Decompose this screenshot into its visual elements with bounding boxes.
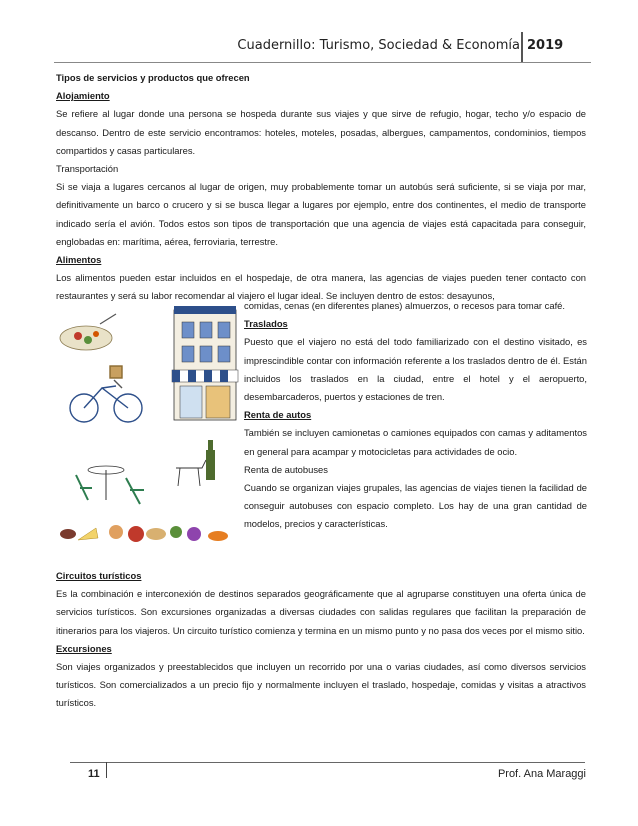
paragraph-traslados: Puesto que el viajero no está del todo familiarizado con el destino visitado, es imprescindible contar con información referente a los traslados dentro de él. Están incluidos los traslados en la ciudad, entre el hotel y el aeropuerto, desembarcaderos, puertos y estaciones de tren. [244, 336, 587, 403]
paragraph-alojamiento: Se refiere al lugar donde una persona se hospeda durante sus viajes y que sirve de refugio, hogar, techo y/o espacio de descanso. Dentro de este servicio encontramos: hoteles, moteles, posadas, albergues, campamentos, condominios, tiempos compartidos y casas particulares. [56, 108, 586, 156]
paragraph-alimentos: Los alimentos pueden estar incluidos en el hospedaje, de otra manera, las agencias de viajes pueden tener contacto con restaurantes y será su labor recomendar al viajero el lugar ideal. Se incluyen dentro de estos: desayunos, [56, 272, 586, 302]
header-title: Cuadernillo: Turismo, Sociedad & Economía [237, 38, 520, 53]
heading-renta-autobuses: Renta de autobuses [244, 463, 328, 475]
paragraph-transportacion: Si se viaja a lugares cercanos al lugar de origen, muy probablemente tomar un autobús será suficiente, si se viaja por mar, definitivamente un barco o crucero y si se busca llegar a lugares por ejemplo, entre dos continentes, el medio de transporte indicado sería el avión. Todos estos son tipos de transportación que una agencia de viajes está capacitada para conseguir, englobadas en: marítima, aérea, ferroviaria, terrestre. [56, 181, 586, 247]
paragraph-alimentos-continued: comidas, cenas (en diferentes planes) almuerzos, o recesos para tomar café. [244, 300, 565, 311]
bottle-sketch [206, 440, 215, 480]
content-block-bottom [56, 567, 586, 713]
travel-illustration [56, 300, 241, 562]
section-title: Tipos de servicios y productos que ofrecen [56, 72, 250, 83]
bicycle-sketch [70, 366, 142, 422]
heading-traslados: Traslados [244, 318, 288, 330]
page-number: 11 [88, 768, 100, 780]
heading-circuitos: Circuitos turísticos [56, 570, 142, 581]
food-board-sketch [60, 314, 116, 350]
heading-renta-autos: Renta de autos [244, 409, 312, 421]
footer-divider [106, 762, 107, 778]
header-rule-line [54, 62, 591, 63]
paragraph-renta-autobuses: Cuando se organizan viajes grupales, las agencias de viajes tienen la facilidad de conseguir autobuses con espacio completo. Los hay de una gran cantidad de modelos, precios y características. [244, 482, 587, 530]
heading-excursiones: Excursiones [56, 642, 112, 654]
heading-alimentos: Alimentos [56, 254, 102, 266]
dog-sketch [176, 460, 206, 486]
paragraph-excursiones: Son viajes organizados y preestablecidos que incluyen un recorrido por una o varias ciudades, así como diversos servicios turísticos. Son comercializados a un precio fijo y normalmente incluyen el traslado, hospedaje, comidas y visitas a atractivos turísticos. [56, 661, 586, 709]
storefront-sketch [172, 306, 238, 420]
food-row-sketch [60, 525, 228, 542]
header-year: 2019 [527, 38, 564, 53]
heading-alojamiento: Alojamiento [56, 90, 110, 102]
footer-author: Prof. Ana Maraggi [497, 768, 586, 780]
paragraph-renta-autos: También se incluyen camionetas o camiones equipados con camas y aditamentos en general para acampar y motocicletas para actividades de ocio. [244, 427, 587, 457]
header-divider [521, 32, 523, 62]
paragraph-circuitos: Es la combinación e interconexión de destinos separados geográficamente que al agruparse constituyen una oferta única de servicios turísticos. Son excursiones organizadas a diversas ciudades con salidas regulares que facilitan la preparación de itinerarios para los viajeros. Un circuito turístico comienza y termina en un mismo punto y no pasa dos veces por el mismo sitio. [56, 588, 586, 636]
heading-transportacion: Transportación [56, 163, 119, 175]
cafe-table-sketch [76, 466, 144, 504]
footer-rule-line [70, 762, 585, 763]
content-block-right [244, 297, 587, 534]
content-block-top [56, 69, 586, 306]
